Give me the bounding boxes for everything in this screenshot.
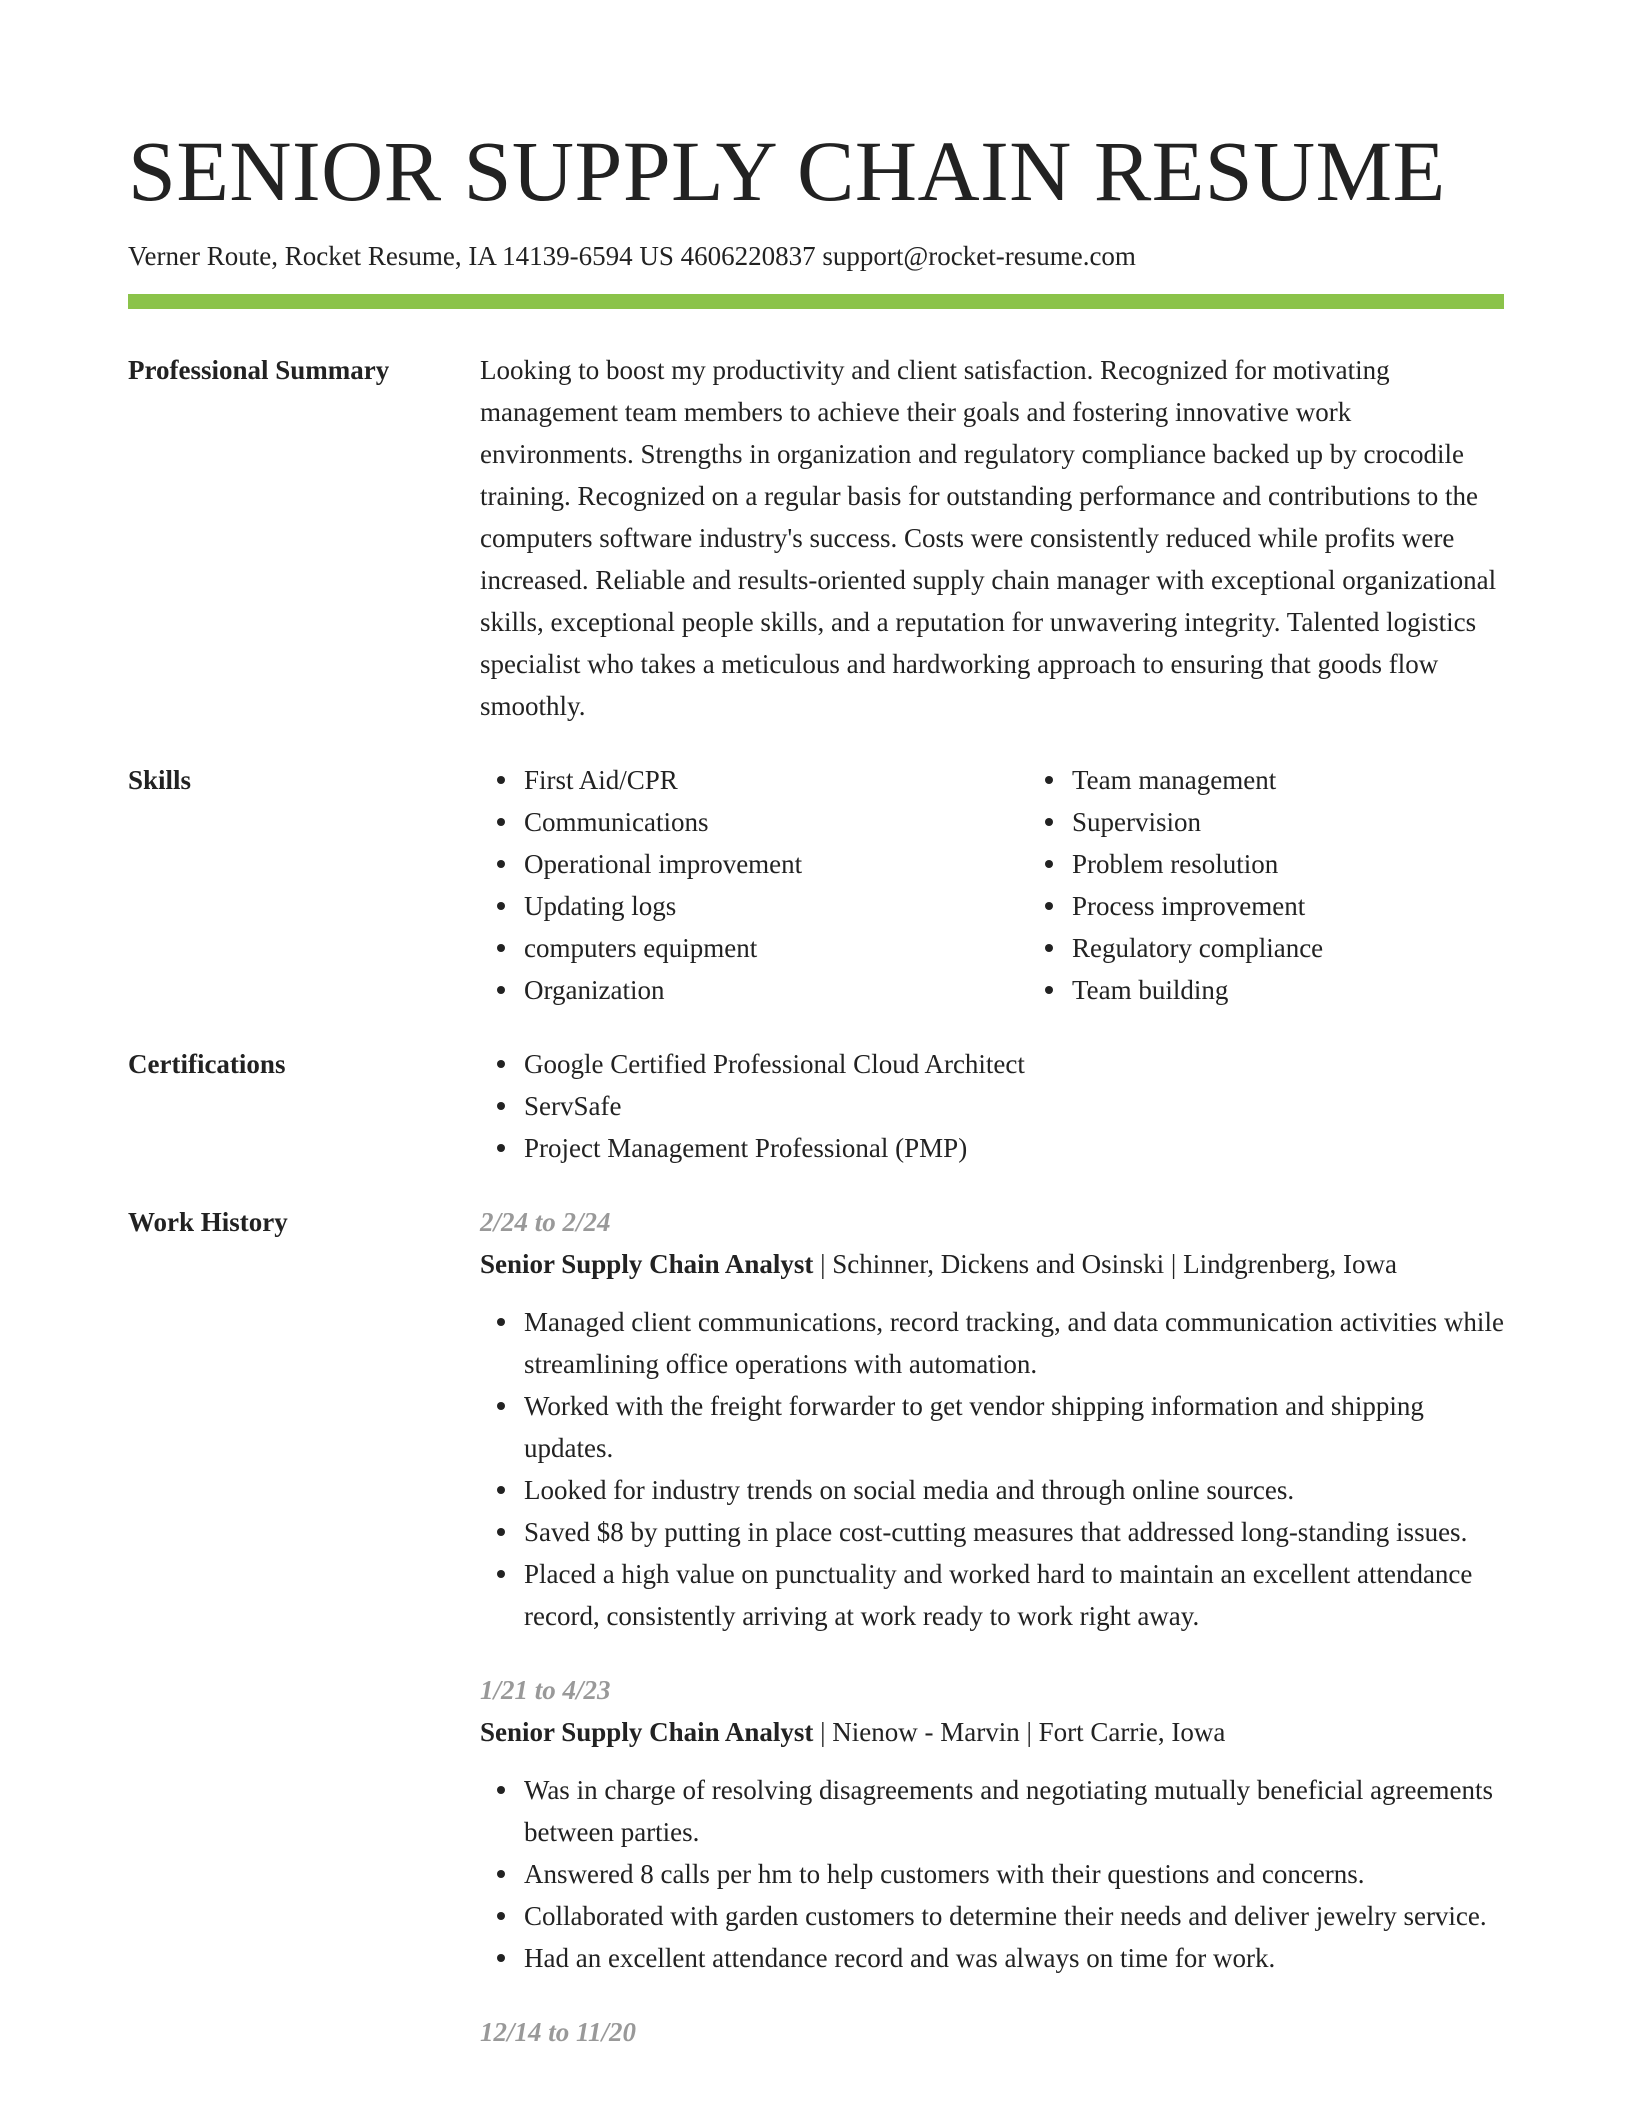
job-title: Senior Supply Chain Analyst [480, 1717, 814, 1748]
job-bullets [480, 1769, 1504, 1979]
job-bullet: Placed a high value on punctuality and worked hard to maintain an excellent attendance record, consistently arriving at work ready to work right away. [524, 1553, 1504, 1637]
contact-line: Verner Route, Rocket Resume, IA 14139-6594 US 4606220837 support@rocket-resume.com [128, 241, 1136, 271]
header-divider [128, 294, 1504, 309]
skill-item: First Aid/CPR [524, 759, 1028, 801]
certification-item: Project Management Professional (PMP) [524, 1127, 1504, 1169]
certifications-label: Certifications [128, 1049, 286, 1080]
job-title: Senior Supply Chain Analyst [480, 1249, 814, 1280]
job-employer-location: | Nienow - Marvin | Fort Carrie, Iowa [813, 1717, 1226, 1748]
work-history-label: Work History [128, 1207, 288, 1238]
job-bullet: Managed client communications, record tracking, and data communication activities while streamlining office operations with automation. [524, 1301, 1504, 1385]
job-entry [480, 2011, 1504, 2053]
skills-section [128, 759, 1504, 1011]
job-bullet: Saved $8 by putting in place cost-cutting measures that addressed long-standing issues. [524, 1511, 1504, 1553]
job-entry [480, 1201, 1504, 1637]
job-dates: 12/14 to 11/20 [480, 2017, 637, 2048]
certifications-list [480, 1043, 1504, 1169]
job-heading [480, 1243, 1504, 1285]
job-bullet: Worked with the freight forwarder to get vendor shipping information and shipping updates. [524, 1385, 1504, 1469]
page-title: SENIOR SUPPLY CHAIN RESUME [128, 123, 1446, 219]
skill-item: Process improvement [1072, 885, 1576, 927]
job-employer-location: | Schinner, Dickens and Osinski | Lindgrenberg, Iowa [813, 1249, 1398, 1280]
job-dates: 1/21 to 4/23 [480, 1675, 611, 1706]
skill-item: Team building [1072, 969, 1576, 1011]
skill-item: computers equipment [524, 927, 1028, 969]
skills-column-left [480, 759, 1028, 1011]
job-bullet: Looked for industry trends on social media and through online sources. [524, 1469, 1504, 1511]
certifications-section [128, 1043, 1504, 1169]
job-bullet: Collaborated with garden customers to determine their needs and deliver jewelry service. [524, 1895, 1504, 1937]
job-bullet: Answered 8 calls per hm to help customers with their questions and concerns. [524, 1853, 1504, 1895]
skill-item: Communications [524, 801, 1028, 843]
skill-item: Team management [1072, 759, 1576, 801]
summary-text: Looking to boost my productivity and client satisfaction. Recognized for motivating management team members to achieve their goals and fostering innovative work environments. Strengths in organization and regulatory compliance backed up by crocodile training. Recognized on a regular basis for outstanding performance and contributions to the computers software industry's success. Costs were consistently reduced while profits were increased. Reliable and results-oriented supply chain manager with exceptional organizational skills, exceptional people skills, and a reputation for unwavering integrity. Talented logistics specialist who takes a meticulous and hardworking approach to ensuring that goods flow smoothly. [480, 355, 1497, 722]
work-history-section [128, 1201, 1504, 2053]
skills-list [480, 759, 1576, 1011]
summary-section [128, 349, 1504, 727]
certification-item: Google Certified Professional Cloud Architect [524, 1043, 1504, 1085]
work-history-list [480, 1201, 1504, 2053]
job-bullet: Had an excellent attendance record and was always on time for work. [524, 1937, 1504, 1979]
skill-item: Problem resolution [1072, 843, 1576, 885]
job-bullet: Was in charge of resolving disagreements and negotiating mutually beneficial agreements between parties. [524, 1769, 1504, 1853]
job-bullets [480, 1301, 1504, 1637]
summary-label: Professional Summary [128, 355, 390, 386]
skill-item: Updating logs [524, 885, 1028, 927]
certification-item: ServSafe [524, 1085, 1504, 1127]
skill-item: Supervision [1072, 801, 1576, 843]
job-dates: 2/24 to 2/24 [480, 1207, 611, 1238]
skill-item: Regulatory compliance [1072, 927, 1576, 969]
skill-item: Operational improvement [524, 843, 1028, 885]
skill-item: Organization [524, 969, 1028, 1011]
skills-column-right [1028, 759, 1576, 1011]
job-entry [480, 1669, 1504, 1979]
job-heading [480, 1711, 1504, 1753]
skills-label: Skills [128, 765, 192, 796]
